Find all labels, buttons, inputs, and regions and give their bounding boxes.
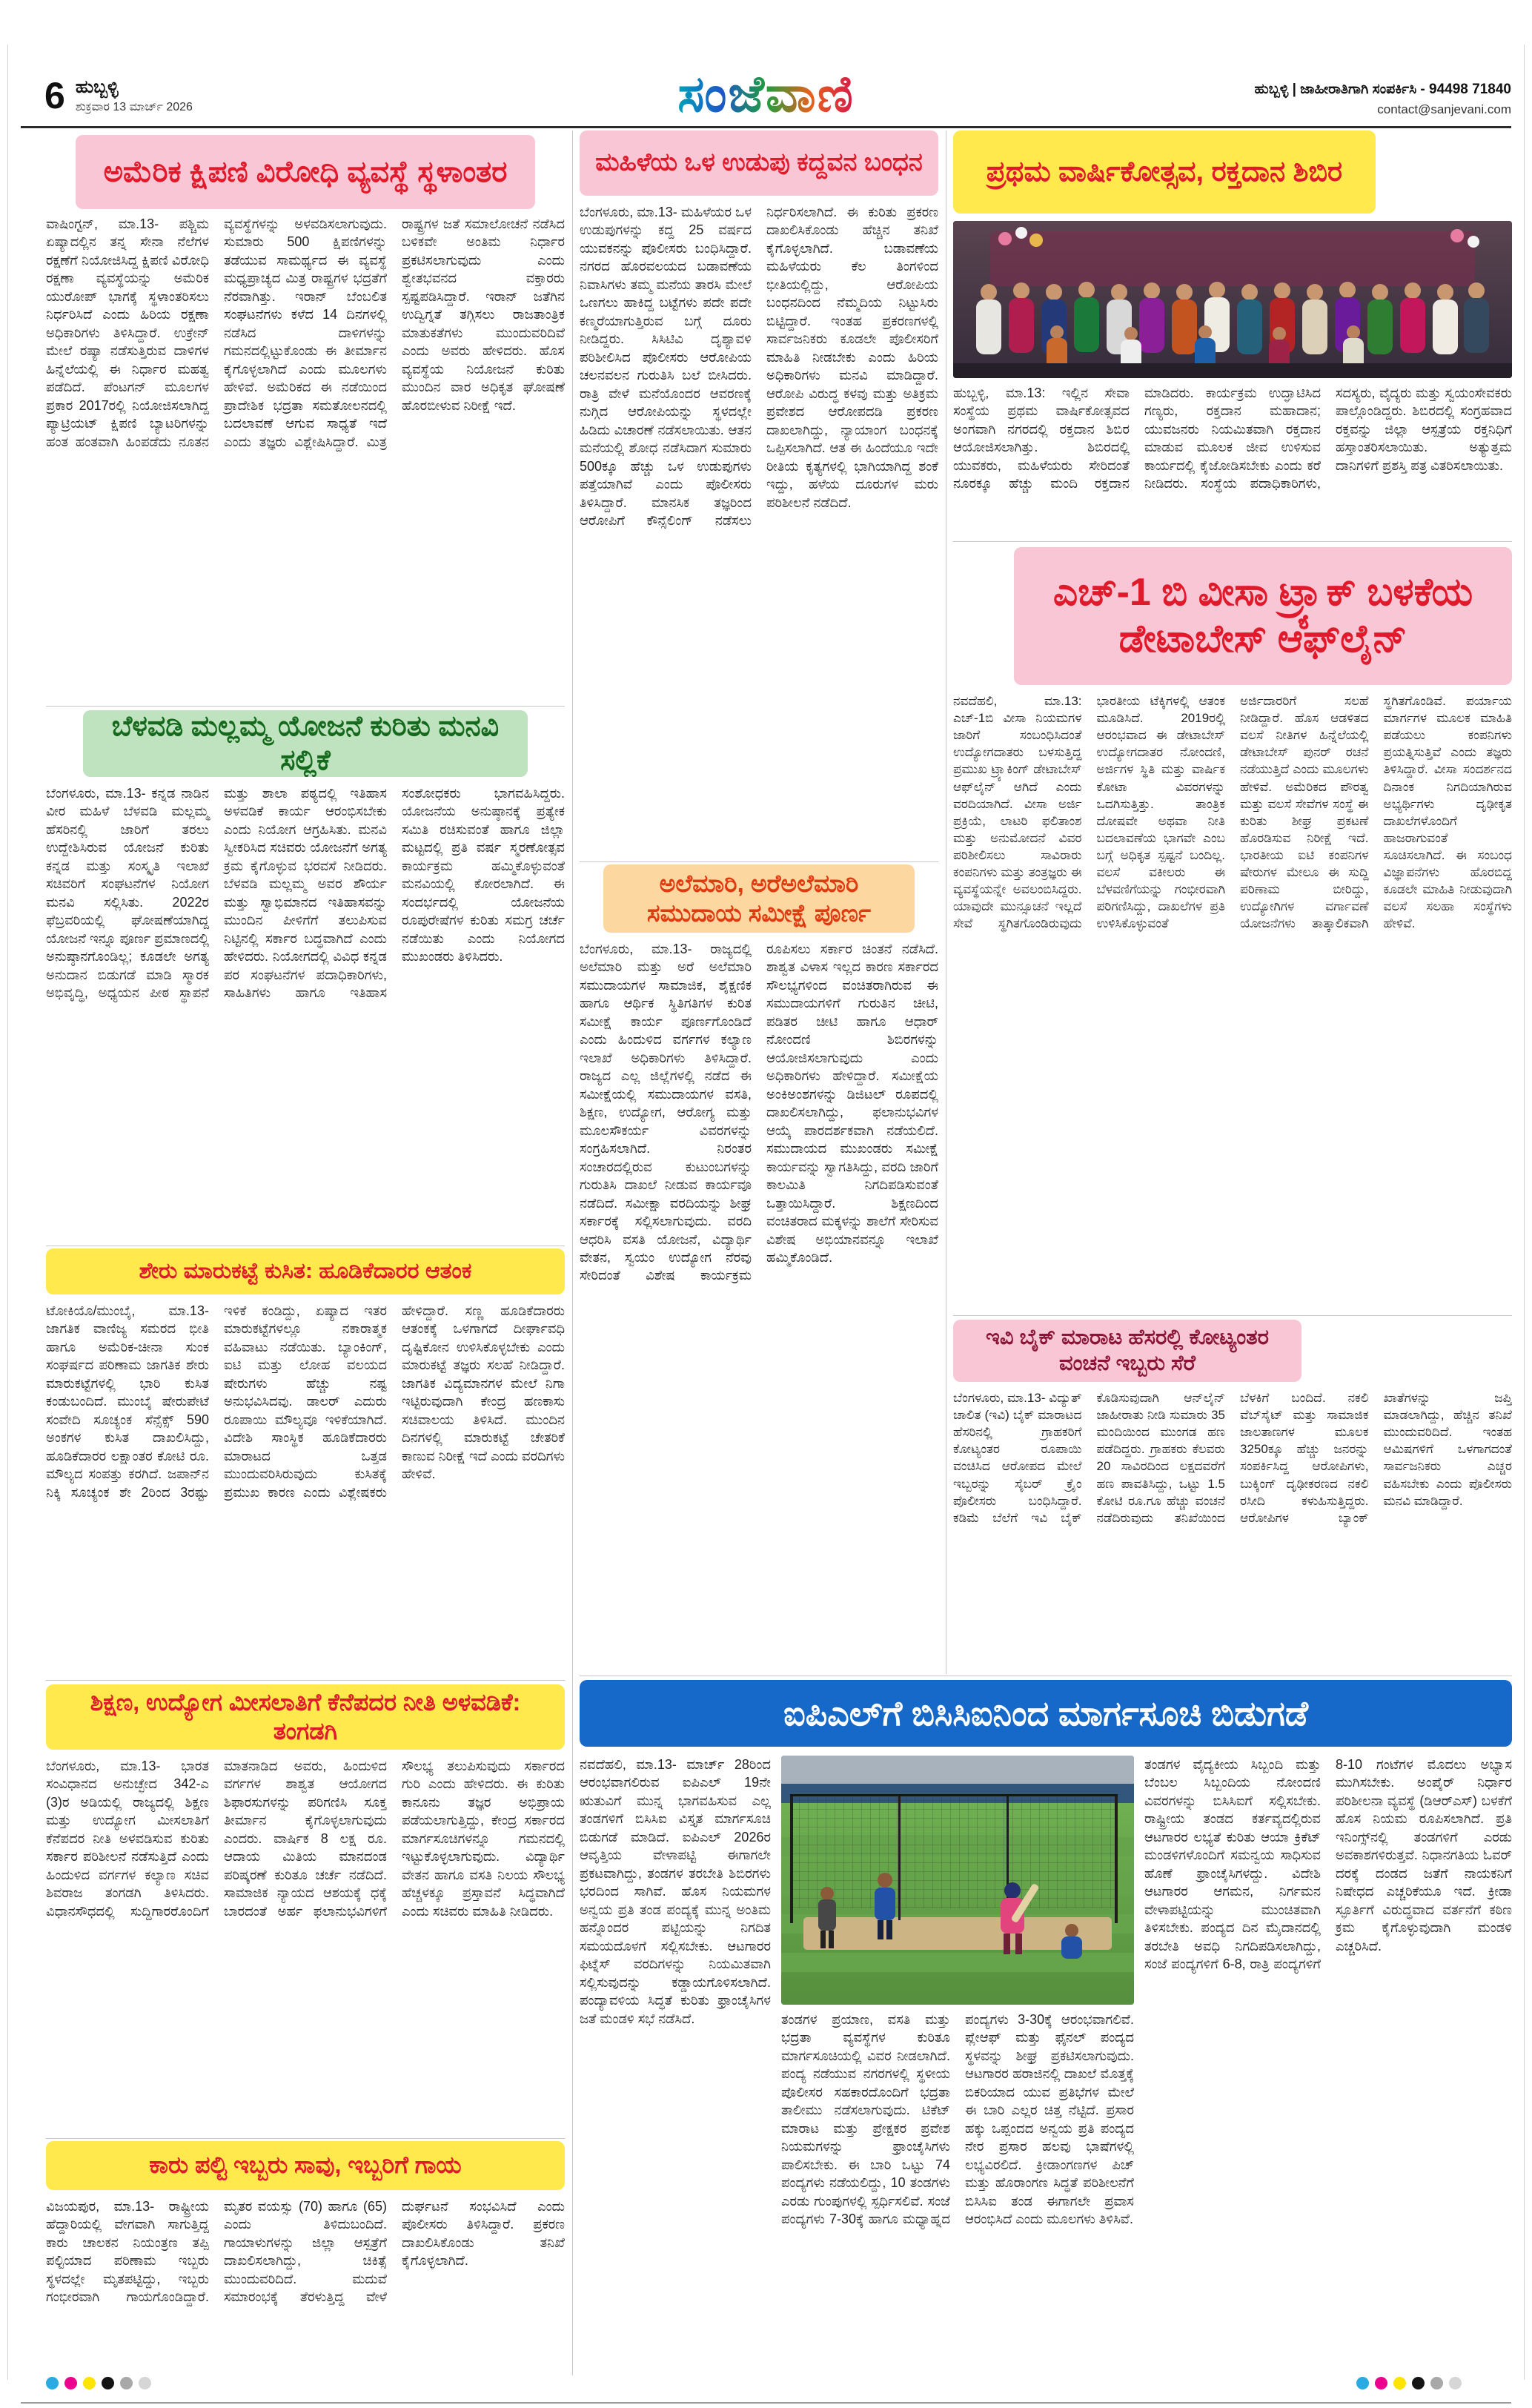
registration-marks-left	[46, 2377, 151, 2389]
article-body: ವಿಜಯಪುರ, ಮಾ.13- ರಾಷ್ಟ್ರೀಯ ಹೆದ್ದಾರಿಯಲ್ಲಿ ವೇಗವಾಗಿ ಸಾಗುತ್ತಿದ್ದ ಕಾರು ಚಾಲಕನ ನಿಯಂತ್ರಣ ತಪ್ಪಿ ಪಲ್ಟಿಯಾದ ಪರಿಣಾಮ ಇಬ್ಬರು ಸ್ಥಳದಲ್ಲೇ ಮೃತಪಟ್ಟಿದ್ದು, ಇಬ್ಬರು ಗಂಭೀರವಾಗಿ ಗಾಯಗೊಂಡಿದ್ದಾರೆ. ಮೃತರ ವಯಸ್ಸು (70) ಹಾಗೂ (65) ಎಂದು ತಿಳಿದುಬಂದಿದೆ. ಗಾಯಾಳುಗಳನ್ನು ಜಿಲ್ಲಾ ಆಸ್ಪತ್ರೆಗೆ ದಾಖಲಿಸಲಾಗಿದ್ದು, ಚಿಕಿತ್ಸೆ ಮುಂದುವರಿದಿದೆ. ಮದುವೆ ಸಮಾರಂಭಕ್ಕೆ ತೆರಳುತ್ತಿದ್ದ ವೇಳೆ ದುರ್ಘಟನೆ ಸಂಭವಿಸಿದೆ ಎಂದು ಪೊಲೀಸರು ತಿಳಿಸಿದ್ದಾರೆ. ಪ್ರಕರಣ ದಾಖಲಿಸಿಕೊಂಡು ತನಿಖೆ ಕೈಗೊಳ್ಳಲಾಗಿದೆ.	[46, 2199, 565, 2305]
article-headline: ಶೇರು ಮಾರುಕಟ್ಟೆ ಕುಸಿತ: ಹೂಡಿಕೆದಾರರ ಆತಂಕ	[46, 1248, 565, 1294]
article-creamy-layer	[46, 1684, 565, 2122]
light-gray-dot	[139, 2377, 151, 2389]
section-divider	[46, 2138, 565, 2139]
ipl-article-layout	[580, 1756, 1512, 2369]
article-headline: ಮಹಿಳೆಯ ಒಳ ಉಡುಪು ಕದ್ದವನ ಬಂಧನ	[580, 130, 938, 196]
article-body: ಬೆಂಗಳೂರು, ಮಾ.13- ಮಹಿಳೆಯರ ಒಳ ಉಡುಪುಗಳನ್ನು ಕದ್ದ 25 ವರ್ಷದ ಯುವಕನನ್ನು ಪೊಲೀಸರು ಬಂಧಿಸಿದ್ದಾರೆ. ನಗರದ ಹೊರವಲಯದ ಬಡಾವಣೆಯ ನಿವಾಸಿಗಳು ತಮ್ಮ ಮನೆಯ ತಾರಸಿ ಮೇಲೆ ಒಣಗಲು ಹಾಕಿದ್ದ ಬಟ್ಟೆಗಳು ಪದೇ ಪದೇ ಕಣ್ಮರೆಯಾಗುತ್ತಿರುವ ಬಗ್ಗೆ ದೂರು ನೀಡಿದ್ದರು. ಸಿಸಿಟಿವಿ ದೃಶ್ಯಾವಳಿ ಪರಿಶೀಲಿಸಿದ ಪೊಲೀಸರು ಆರೋಪಿಯ ಚಲನವಲನ ಗುರುತಿಸಿ ಬಲೆ ಬೀಸಿದರು. ರಾತ್ರಿ ವೇಳೆ ಮನೆಯೊಂದರ ಆವರಣಕ್ಕೆ ನುಗ್ಗಿದ ಆರೋಪಿಯನ್ನು ಸ್ಥಳದಲ್ಲೇ ಹಿಡಿದು ವಿಚಾರಣೆ ನಡೆಸಲಾಯಿತು. ಆತನ ಮನೆಯಲ್ಲಿ ಶೋಧ ನಡೆಸಿದಾಗ ಸುಮಾರು 500ಕ್ಕೂ ಹೆಚ್ಚು ಒಳ ಉಡುಪುಗಳು ಪತ್ತೆಯಾಗಿವೆ ಎಂದು ಪೊಲೀಸರು ತಿಳಿಸಿದ್ದಾರೆ. ಮಾನಸಿಕ ತಜ್ಞರಿಂದ ಆರೋಪಿಗೆ ಕೌನ್ಸೆಲಿಂಗ್ ನಡೆಸಲು ನಿರ್ಧರಿಸಲಾಗಿದೆ. ಈ ಕುರಿತು ಪ್ರಕರಣ ದಾಖಲಿಸಿಕೊಂಡು ಹೆಚ್ಚಿನ ತನಿಖೆ ಕೈಗೊಳ್ಳಲಾಗಿದೆ. ಬಡಾವಣೆಯ ಮಹಿಳೆಯರು ಕೆಲ ತಿಂಗಳಿಂದ ಭೀತಿಯಲ್ಲಿದ್ದು, ಆರೋಪಿಯ ಬಂಧನದಿಂದ ನೆಮ್ಮದಿಯ ನಿಟ್ಟುಸಿರು ಬಿಟ್ಟಿದ್ದಾರೆ. ಇಂತಹ ಪ್ರಕರಣಗಳಲ್ಲಿ ಸಾರ್ವಜನಿಕರು ಕೂಡಲೇ ಪೊಲೀಸರಿಗೆ ಮಾಹಿತಿ ನೀಡಬೇಕು ಎಂದು ಹಿರಿಯ ಅಧಿಕಾರಿಗಳು ಮನವಿ ಮಾಡಿದ್ದಾರೆ. ಆರೋಪಿ ವಿರುದ್ಧ ಕಳವು ಮತ್ತು ಅತಿಕ್ರಮ ಪ್ರವೇಶದ ಆರೋಪದಡಿ ಪ್ರಕರಣ ದಾಖಲಾಗಿದ್ದು, ನ್ಯಾಯಾಂಗ ಬಂಧನಕ್ಕೆ ಒಪ್ಪಿಸಲಾಗಿದೆ. ಆತ ಈ ಹಿಂದೆಯೂ ಇದೇ ರೀತಿಯ ಕೃತ್ಯಗಳಲ್ಲಿ ಭಾಗಿಯಾಗಿದ್ದ ಶಂಕೆ ಇದ್ದು, ಹಳೆಯ ದೂರುಗಳ ಮರು ಪರಿಶೀಲನೆ ನಡೆದಿದೆ.	[580, 205, 938, 528]
header-rule	[21, 126, 1511, 128]
section-divider	[46, 1680, 565, 1681]
edition-info	[44, 77, 193, 114]
gray-dot	[120, 2377, 133, 2389]
article-body: ಬೆಂಗಳೂರು, ಮಾ.13- ರಾಜ್ಯದಲ್ಲಿ ಅಲೆಮಾರಿ ಮತ್ತು ಅರೆ ಅಲೆಮಾರಿ ಸಮುದಾಯಗಳ ಸಾಮಾಜಿಕ, ಶೈಕ್ಷಣಿಕ ಹಾಗೂ ಆರ್ಥಿಕ ಸ್ಥಿತಿಗತಿಗಳ ಕುರಿತ ಸಮೀಕ್ಷೆ ಕಾರ್ಯ ಪೂರ್ಣಗೊಂಡಿದೆ ಎಂದು ಹಿಂದುಳಿದ ವರ್ಗಗಳ ಕಲ್ಯಾಣ ಇಲಾಖೆ ಅಧಿಕಾರಿಗಳು ತಿಳಿಸಿದ್ದಾರೆ. ರಾಜ್ಯದ ಎಲ್ಲ ಜಿಲ್ಲೆಗಳಲ್ಲಿ ನಡೆದ ಈ ಸಮೀಕ್ಷೆಯಲ್ಲಿ ಸಮುದಾಯಗಳ ವಸತಿ, ಶಿಕ್ಷಣ, ಉದ್ಯೋಗ, ಆರೋಗ್ಯ ಮತ್ತು ಮೂಲಸೌಕರ್ಯ ವಿವರಗಳನ್ನು ಸಂಗ್ರಹಿಸಲಾಗಿದೆ. ನಿರಂತರ ಸಂಚಾರದಲ್ಲಿರುವ ಕುಟುಂಬಗಳನ್ನು ಗುರುತಿಸಿ ದಾಖಲೆ ನೀಡುವ ಕಾರ್ಯವೂ ನಡೆದಿದೆ. ಸಮೀಕ್ಷಾ ವರದಿಯನ್ನು ಶೀಘ್ರ ಸರ್ಕಾರಕ್ಕೆ ಸಲ್ಲಿಸಲಾಗುವುದು. ವರದಿ ಆಧರಿಸಿ ವಸತಿ ಯೋಜನೆ, ವಿದ್ಯಾರ್ಥಿ ವೇತನ, ಸ್ವಯಂ ಉದ್ಯೋಗ ನೆರವು ಸೇರಿದಂತೆ ವಿಶೇಷ ಕಾರ್ಯಕ್ರಮ ರೂಪಿಸಲು ಸರ್ಕಾರ ಚಿಂತನೆ ನಡೆಸಿದೆ. ಶಾಶ್ವತ ವಿಳಾಸ ಇಲ್ಲದ ಕಾರಣ ಸರ್ಕಾರದ ಸೌಲಭ್ಯಗಳಿಂದ ವಂಚಿತರಾಗಿರುವ ಈ ಸಮುದಾಯಗಳಿಗೆ ಗುರುತಿನ ಚೀಟಿ, ಪಡಿತರ ಚೀಟಿ ಹಾಗೂ ಆಧಾರ್ ನೋಂದಣಿ ಶಿಬಿರಗಳನ್ನು ಆಯೋಜಿಸಲಾಗುವುದು ಎಂದು ಅಧಿಕಾರಿಗಳು ಹೇಳಿದ್ದಾರೆ. ಸಮೀಕ್ಷೆಯ ಅಂಕಿಅಂಶಗಳನ್ನು ಡಿಜಿಟಲ್ ರೂಪದಲ್ಲಿ ದಾಖಲಿಸಲಾಗಿದ್ದು, ಫಲಾನುಭವಿಗಳ ಆಯ್ಕೆ ಪಾರದರ್ಶಕವಾಗಿ ನಡೆಯಲಿದೆ. ಸಮುದಾಯದ ಮುಖಂಡರು ಸಮೀಕ್ಷೆ ಕಾರ್ಯವನ್ನು ಸ್ವಾಗತಿಸಿದ್ದು, ವರದಿ ಜಾರಿಗೆ ಕಾಲಮಿತಿ ನಿಗದಿಪಡಿಸುವಂತೆ ಒತ್ತಾಯಿಸಿದ್ದಾರೆ. ಶಿಕ್ಷಣದಿಂದ ವಂಚಿತರಾದ ಮಕ್ಕಳನ್ನು ಶಾಲೆಗೆ ಸೇರಿಸುವ ವಿಶೇಷ ಅಭಿಯಾನವನ್ನೂ ಇಲಾಖೆ ಹಮ್ಮಿಕೊಂಡಿದೆ.	[580, 942, 938, 1283]
article-ev-bike-fraud	[953, 1320, 1512, 1670]
edition-city: ಹುಬ್ಬಳ್ಳಿ	[75, 77, 119, 97]
black-dot	[1412, 2377, 1425, 2389]
page-number: 6	[44, 75, 65, 116]
bottom-rule	[21, 2402, 1511, 2404]
contact-email: contact@sanjevani.com	[1377, 102, 1511, 116]
article-underwear-theft	[580, 130, 938, 853]
cricket-photo-illustration	[781, 1756, 1134, 2005]
article-headline: ಪ್ರಥಮ ವಾರ್ಷಿಕೋತ್ಸವ, ರಕ್ತದಾನ ಶಿಬಿರ	[953, 130, 1376, 214]
registration-marks-right	[1356, 2377, 1462, 2389]
article-body: ಬೆಂಗಳೂರು, ಮಾ.13- ಕನ್ನಡ ನಾಡಿನ ವೀರ ಮಹಿಳೆ ಬೆಳವಡಿ ಮಲ್ಲಮ್ಮ ಹೆಸರಿನಲ್ಲಿ ಜಾರಿಗೆ ತರಲು ಉದ್ದೇಶಿಸಿರುವ ಯೋಜನೆ ಕುರಿತು ಕನ್ನಡ ಮತ್ತು ಸಂಸ್ಕೃತಿ ಇಲಾಖೆ ಸಚಿವರಿಗೆ ಸಂಘಟನೆಗಳ ನಿಯೋಗ ಮನವಿ ಸಲ್ಲಿಸಿತು. 2022ರ ಫೆಬ್ರವರಿಯಲ್ಲಿ ಘೋಷಣೆಯಾಗಿದ್ದ ಯೋಜನೆ ಇನ್ನೂ ಪೂರ್ಣ ಪ್ರಮಾಣದಲ್ಲಿ ಅನುಷ್ಠಾನಗೊಂಡಿಲ್ಲ; ಕೂಡಲೇ ಅಗತ್ಯ ಅನುದಾನ ಬಿಡುಗಡೆ ಮಾಡಿ ಸ್ಮಾರಕ ಅಭಿವೃದ್ಧಿ, ಅಧ್ಯಯನ ಪೀಠ ಸ್ಥಾಪನೆ ಮತ್ತು ಶಾಲಾ ಪಠ್ಯದಲ್ಲಿ ಇತಿಹಾಸ ಅಳವಡಿಕೆ ಕಾರ್ಯ ಆರಂಭಿಸಬೇಕು ಎಂದು ನಿಯೋಗ ಆಗ್ರಹಿಸಿತು. ಮನವಿ ಸ್ವೀಕರಿಸಿದ ಸಚಿವರು ಯೋಜನೆಗೆ ಅಗತ್ಯ ಕ್ರಮ ಕೈಗೊಳ್ಳುವ ಭರವಸೆ ನೀಡಿದರು. ಬೆಳವಡಿ ಮಲ್ಲಮ್ಮ ಅವರ ಶೌರ್ಯ ಮತ್ತು ಸ್ವಾಭಿಮಾನದ ಇತಿಹಾಸವನ್ನು ಮುಂದಿನ ಪೀಳಿಗೆಗೆ ತಲುಪಿಸುವ ನಿಟ್ಟಿನಲ್ಲಿ ಸರ್ಕಾರ ಬದ್ಧವಾಗಿದೆ ಎಂದು ಹೇಳಿದರು. ನಿಯೋಗದಲ್ಲಿ ವಿವಿಧ ಕನ್ನಡ ಪರ ಸಂಘಟನೆಗಳ ಪದಾಧಿಕಾರಿಗಳು, ಸಾಹಿತಿಗಳು ಹಾಗೂ ಇತಿಹಾಸ ಸಂಶೋಧಕರು ಭಾಗವಹಿಸಿದ್ದರು. ಯೋಜನೆಯ ಅನುಷ್ಠಾನಕ್ಕೆ ಪ್ರತ್ಯೇಕ ಸಮಿತಿ ರಚಿಸುವಂತೆ ಹಾಗೂ ಜಿಲ್ಲಾ ಮಟ್ಟದಲ್ಲಿ ಪ್ರತಿ ವರ್ಷ ಸ್ಮರಣೋತ್ಸವ ಕಾರ್ಯಕ್ರಮ ಹಮ್ಮಿಕೊಳ್ಳುವಂತೆ ಮನವಿಯಲ್ಲಿ ಕೋರಲಾಗಿದೆ. ಈ ಸಂದರ್ಭದಲ್ಲಿ ಯೋಜನೆಯ ರೂಪುರೇಷೆಗಳ ಕುರಿತು ಸಮಗ್ರ ಚರ್ಚೆ ನಡೆಯಿತು ಎಂದು ನಿಯೋಗದ ಮುಖಂಡರು ತಿಳಿಸಿದರು.	[46, 786, 565, 1001]
article-headline: ಐಪಿಎಲ್‌ಗೆ ಬಿಸಿಸಿಐನಿಂದ ಮಾರ್ಗಸೂಚಿ ಬಿಡುಗಡೆ	[580, 1680, 1512, 1747]
article-headline: ಎಚ್-1 ಬಿ ವೀಸಾ ಟ್ರ್ಯಾಕ್ ಬಳಕೆಯ ಡೇಟಾಬೇಸ್ ಆಫ್‌ಲೈನ್	[1014, 547, 1512, 685]
article-h1b-visa	[953, 547, 1512, 1303]
advertising-contact: ಹುಬ್ಬಳ್ಳಿ | ಜಾಹೀರಾತಿಗಾಗಿ ಸಂಪರ್ಕಿಸಿ - 94498 71840	[1254, 82, 1511, 97]
yellow-dot	[1393, 2377, 1406, 2389]
article-body: ವಾಷಿಂಗ್ಟನ್, ಮಾ.13- ಪಶ್ಚಿಮ ಏಷ್ಯಾದಲ್ಲಿನ ತನ್ನ ಸೇನಾ ನೆಲೆಗಳ ರಕ್ಷಣೆಗೆ ನಿಯೋಜಿಸಿದ್ದ ಕ್ಷಿಪಣಿ ವಿರೋಧಿ ರಕ್ಷಣಾ ವ್ಯವಸ್ಥೆಯನ್ನು ಅಮೆರಿಕ ಯುರೋಪ್ ಭಾಗಕ್ಕೆ ಸ್ಥಳಾಂತರಿಸಲು ನಿರ್ಧರಿಸಿದೆ ಎಂದು ಹಿರಿಯ ರಕ್ಷಣಾ ಅಧಿಕಾರಿಗಳು ತಿಳಿಸಿದ್ದಾರೆ. ಉಕ್ರೇನ್ ಮೇಲೆ ರಷ್ಯಾ ನಡೆಸುತ್ತಿರುವ ದಾಳಿಗಳ ಹಿನ್ನೆಲೆಯಲ್ಲಿ ಈ ನಿರ್ಧಾರ ಮಹತ್ವ ಪಡೆದಿದೆ. ಪೆಂಟಗನ್ ಮೂಲಗಳ ಪ್ರಕಾರ 2017ರಲ್ಲಿ ನಿಯೋಜಿಸಲಾಗಿದ್ದ ಪ್ಯಾಟ್ರಿಯಟ್ ಕ್ಷಿಪಣಿ ಬ್ಯಾಟರಿಗಳನ್ನು ಹಂತ ಹಂತವಾಗಿ ಹಿಂಪಡೆದು ನೂತನ ವ್ಯವಸ್ಥೆಗಳನ್ನು ಅಳವಡಿಸಲಾಗುವುದು. ಸುಮಾರು 500 ಕ್ಷಿಪಣಿಗಳನ್ನು ತಡೆಯುವ ಸಾಮರ್ಥ್ಯದ ಈ ವ್ಯವಸ್ಥೆ ಮಧ್ಯಪ್ರಾಚ್ಯದ ಮಿತ್ರ ರಾಷ್ಟ್ರಗಳ ಭದ್ರತೆಗೆ ನೆರವಾಗಿತ್ತು. ಇರಾನ್ ಬೆಂಬಲಿತ ಸಂಘಟನೆಗಳು ಕಳೆದ 14 ದಿನಗಳಲ್ಲಿ ನಡೆಸಿದ ದಾಳಿಗಳನ್ನು ಗಮನದಲ್ಲಿಟ್ಟುಕೊಂಡು ಈ ತೀರ್ಮಾನ ಕೈಗೊಳ್ಳಲಾಗಿದೆ ಎಂದು ಮೂಲಗಳು ಹೇಳಿವೆ. ಅಮೆರಿಕದ ಈ ನಡೆಯಿಂದ ಪ್ರಾದೇಶಿಕ ಭದ್ರತಾ ಸಮತೋಲನದಲ್ಲಿ ಬದಲಾವಣೆ ಆಗುವ ಸಾಧ್ಯತೆ ಇದೆ ಎಂದು ತಜ್ಞರು ವಿಶ್ಲೇಷಿಸಿದ್ದಾರೆ. ಮಿತ್ರ ರಾಷ್ಟ್ರಗಳ ಜತೆ ಸಮಾಲೋಚನೆ ನಡೆಸಿದ ಬಳಿಕವೇ ಅಂತಿಮ ನಿರ್ಧಾರ ಪ್ರಕಟಿಸಲಾಗುವುದು ಎಂದು ಶ್ವೇತಭವನದ ವಕ್ತಾರರು ಸ್ಪಷ್ಟಪಡಿಸಿದ್ದಾರೆ. ಇರಾನ್ ಜತೆಗಿನ ಉದ್ವಿಗ್ನತೆ ತಗ್ಗಿಸಲು ರಾಜತಾಂತ್ರಿಕ ಮಾತುಕತೆಗಳು ಮುಂದುವರಿದಿವೆ ಎಂದು ಅವರು ಹೇಳಿದರು. ಹೊಸ ವ್ಯವಸ್ಥೆಯ ನಿಯೋಜನೆ ಕುರಿತು ಮುಂದಿನ ವಾರ ಅಧಿಕೃತ ಘೋಷಣೆ ಹೊರಬೀಳುವ ನಿರೀಕ್ಷೆ ಇದೆ.	[46, 216, 565, 449]
blood-donation-group-photo	[953, 221, 1512, 378]
column-divider	[572, 130, 573, 2375]
magenta-dot	[1375, 2377, 1387, 2389]
magenta-dot	[64, 2377, 77, 2389]
article-headline: ಅಮೆರಿಕ ಕ್ಷಿಪಣಿ ವಿರೋಧಿ ವ್ಯವಸ್ಥೆ ಸ್ಥಳಾಂತರ	[76, 135, 535, 209]
black-dot	[102, 2377, 114, 2389]
ipl-center-column	[781, 1756, 1134, 2369]
gray-dot	[1430, 2377, 1443, 2389]
masthead-logo: ಸಂಜೆವಾಣಿ	[677, 65, 854, 125]
article-car-accident	[46, 2141, 565, 2365]
cyan-dot	[1356, 2377, 1369, 2389]
cricket-practice-photo	[781, 1756, 1134, 2005]
article-headline: ಶಿಕ್ಷಣ, ಉದ್ಯೋಗ ಮೀಸಲಾತಿಗೆ ಕೆನೆಪದರ ನೀತಿ ಅಳವಡಿಕೆ: ತಂಗಡಗಿ	[46, 1684, 565, 1750]
article-headline: ಇವಿ ಬೈಕ್ ಮಾರಾಟ ಹೆಸರಲ್ಲಿ ಕೋಟ್ಯಂತರ ವಂಚನೆ ಇಬ್ಬರು ಸೆರೆ	[953, 1320, 1301, 1382]
article-body-right: ತಂಡಗಳ ವೈದ್ಯಕೀಯ ಸಿಬ್ಬಂದಿ ಮತ್ತು ಬೆಂಬಲ ಸಿಬ್ಬಂದಿಯ ನೋಂದಣಿ ವಿವರಗಳನ್ನು ಬಿಸಿಸಿಐಗೆ ಸಲ್ಲಿಸಬೇಕು. ರಾಷ್ಟ್ರೀಯ ತಂಡದ ಕರ್ತವ್ಯದಲ್ಲಿರುವ ಆಟಗಾರರ ಲಭ್ಯತೆ ಕುರಿತು ಆಯಾ ಕ್ರಿಕೆಟ್ ಮಂಡಳಿಗಳೊಂದಿಗೆ ಸಮನ್ವಯ ಸಾಧಿಸುವ ಹೊಣೆ ಫ್ರಾಂಚೈಸಿಗಳದ್ದು. ವಿದೇಶಿ ಆಟಗಾರರ ಆಗಮನ, ನಿರ್ಗಮನ ವೇಳಾಪಟ್ಟಿಯನ್ನು ಮುಂಚಿತವಾಗಿ ತಿಳಿಸಬೇಕು. ಪಂದ್ಯದ ದಿನ ಮೈದಾನದಲ್ಲಿ ತರಬೇತಿ ಅವಧಿ ನಿಗದಿಪಡಿಸಲಾಗಿದ್ದು, ಸಂಜೆ ಪಂದ್ಯಗಳಿಗೆ 6-8, ರಾತ್ರಿ ಪಂದ್ಯಗಳಿಗೆ 8-10 ಗಂಟೆಗಳ ಮೊದಲು ಅಭ್ಯಾಸ ಮುಗಿಸಬೇಕು. ಅಂಪೈರ್ ನಿರ್ಧಾರ ಪರಿಶೀಲನಾ ವ್ಯವಸ್ಥೆ (ಡಿಆರ್‌ಎಸ್) ಬಳಕೆಗೆ ಹೊಸ ನಿಯಮ ರೂಪಿಸಲಾಗಿದೆ. ಪ್ರತಿ ಇನಿಂಗ್ಸ್‌ನಲ್ಲಿ ತಂಡಗಳಿಗೆ ಎರಡು ಅವಕಾಶಗಳಿರುತ್ತವೆ. ನಿಧಾನಗತಿಯ ಓವರ್ ದರಕ್ಕೆ ದಂಡದ ಜತೆಗೆ ನಾಯಕನಿಗೆ ನಿಷೇಧದ ಎಚ್ಚರಿಕೆಯೂ ಇದೆ. ಕ್ರೀಡಾ ಸ್ಫೂರ್ತಿಗೆ ವಿರುದ್ಧವಾದ ವರ್ತನೆಗೆ ಕಠಿಣ ಕ್ರಮ ಕೈಗೊಳ್ಳುವುದಾಗಿ ಮಂಡಳಿ ಎಚ್ಚರಿಸಿದೆ.	[1144, 1757, 1512, 1972]
right-trim-line	[1524, 44, 1525, 2380]
article-mallamma-scheme	[46, 710, 565, 1229]
article-body: ಹುಬ್ಬಳ್ಳಿ, ಮಾ.13: ಇಲ್ಲಿನ ಸೇವಾ ಸಂಸ್ಥೆಯ ಪ್ರಥಮ ವಾರ್ಷಿಕೋತ್ಸವದ ಅಂಗವಾಗಿ ನಗರದಲ್ಲಿ ರಕ್ತದಾನ ಶಿಬಿರ ಆಯೋಜಿಸಲಾಗಿತ್ತು. ಶಿಬಿರದಲ್ಲಿ ಯುವಕರು, ಮಹಿಳೆಯರು ಸೇರಿದಂತೆ ನೂರಕ್ಕೂ ಹೆಚ್ಚು ಮಂದಿ ರಕ್ತದಾನ ಮಾಡಿದರು. ಕಾರ್ಯಕ್ರಮ ಉದ್ಘಾಟಿಸಿದ ಗಣ್ಯರು, ರಕ್ತದಾನ ಮಹಾದಾನ; ಯುವಜನರು ನಿಯಮಿತವಾಗಿ ರಕ್ತದಾನ ಮಾಡುವ ಮೂಲಕ ಜೀವ ಉಳಿಸುವ ಕಾರ್ಯದಲ್ಲಿ ಕೈಜೋಡಿಸಬೇಕು ಎಂದು ಕರೆ ನೀಡಿದರು. ಸಂಸ್ಥೆಯ ಪದಾಧಿಕಾರಿಗಳು, ಸದಸ್ಯರು, ವೈದ್ಯರು ಮತ್ತು ಸ್ವಯಂಸೇವಕರು ಪಾಲ್ಗೊಂಡಿದ್ದರು. ಶಿಬಿರದಲ್ಲಿ ಸಂಗ್ರಹವಾದ ರಕ್ತವನ್ನು ಜಿಲ್ಲಾ ಆಸ್ಪತ್ರೆಯ ರಕ್ತನಿಧಿಗೆ ಹಸ್ತಾಂತರಿಸಲಾಯಿತು. ಅತ್ಯುತ್ತಮ ದಾನಿಗಳಿಗೆ ಪ್ರಶಸ್ತಿ ಪತ್ರ ವಿತರಿಸಲಾಯಿತು.	[953, 386, 1512, 492]
section-divider	[953, 1315, 1512, 1316]
article-body: ಬೆಂಗಳೂರು, ಮಾ.13- ವಿದ್ಯುತ್ ಚಾಲಿತ (ಇವಿ) ಬೈಕ್ ಮಾರಾಟದ ಹೆಸರಿನಲ್ಲಿ ಗ್ರಾಹಕರಿಗೆ ಕೋಟ್ಯಂತರ ರೂಪಾಯಿ ವಂಚಿಸಿದ ಆರೋಪದ ಮೇಲೆ ಇಬ್ಬರನ್ನು ಸೈಬರ್ ಕ್ರೈಂ ಪೊಲೀಸರು ಬಂಧಿಸಿದ್ದಾರೆ. ಕಡಿಮೆ ಬೆಲೆಗೆ ಇವಿ ಬೈಕ್ ಕೊಡಿಸುವುದಾಗಿ ಆನ್‌ಲೈನ್ ಜಾಹೀರಾತು ನೀಡಿ ಸುಮಾರು 35 ಮಂದಿಯಿಂದ ಮುಂಗಡ ಹಣ ಪಡೆದಿದ್ದರು. ಗ್ರಾಹಕರು ಕೆಲವರು 20 ಸಾವಿರದಿಂದ ಲಕ್ಷದವರೆಗೆ ಹಣ ಪಾವತಿಸಿದ್ದು, ಒಟ್ಟು 1.5 ಕೋಟಿ ರೂ.ಗೂ ಹೆಚ್ಚು ವಂಚನೆ ನಡೆದಿರುವುದು ತನಿಖೆಯಿಂದ ಬೆಳಕಿಗೆ ಬಂದಿದೆ. ನಕಲಿ ವೆಬ್‌ಸೈಟ್ ಮತ್ತು ಸಾಮಾಜಿಕ ಜಾಲತಾಣಗಳ ಮೂಲಕ 3250ಕ್ಕೂ ಹೆಚ್ಚು ಜನರನ್ನು ಸಂಪರ್ಕಿಸಿದ್ದ ಆರೋಪಿಗಳು, ಬುಕ್ಕಿಂಗ್ ದೃಢೀಕರಣದ ನಕಲಿ ರಸೀದಿ ಕಳುಹಿಸುತ್ತಿದ್ದರು. ಆರೋಪಿಗಳ ಬ್ಯಾಂಕ್ ಖಾತೆಗಳನ್ನು ಜಪ್ತಿ ಮಾಡಲಾಗಿದ್ದು, ಹೆಚ್ಚಿನ ತನಿಖೆ ಮುಂದುವರಿದಿದೆ. ಇಂತಹ ಆಮಿಷಗಳಿಗೆ ಒಳಗಾಗದಂತೆ ಸಾರ್ವಜನಿಕರು ಎಚ್ಚರ ವಹಿಸಬೇಕು ಎಂದು ಪೊಲೀಸರು ಮನವಿ ಮಾಡಿದ್ದಾರೆ.	[953, 1391, 1512, 1525]
article-stock-market	[46, 1248, 565, 1662]
article-body: ಟೋಕಿಯೊ/ಮುಂಬೈ, ಮಾ.13- ಜಾಗತಿಕ ವಾಣಿಜ್ಯ ಸಮರದ ಭೀತಿ ಹಾಗೂ ಅಮೆರಿಕ-ಚೀನಾ ಸುಂಕ ಸಂಘರ್ಷದ ಪರಿಣಾಮ ಜಾಗತಿಕ ಶೇರು ಮಾರುಕಟ್ಟೆಗಳಲ್ಲಿ ಭಾರಿ ಕುಸಿತ ಕಂಡುಬಂದಿದೆ. ಮುಂಬೈ ಷೇರುಪೇಟೆ ಸಂವೇದಿ ಸೂಚ್ಯಂಕ ಸೆನ್ಸೆಕ್ಸ್ 590 ಅಂಕಗಳ ಕುಸಿತ ದಾಖಲಿಸಿದ್ದು, ಹೂಡಿಕೆದಾರರ ಲಕ್ಷಾಂತರ ಕೋಟಿ ರೂ. ಮೌಲ್ಯದ ಸಂಪತ್ತು ಕರಗಿದೆ. ಜಪಾನ್‌ನ ನಿಕ್ಕಿ ಸೂಚ್ಯಂಕ ಶೇ 2ರಿಂದ 3ರಷ್ಟು ಇಳಿಕೆ ಕಂಡಿದ್ದು, ಏಷ್ಯಾದ ಇತರ ಮಾರುಕಟ್ಟೆಗಳಲ್ಲೂ ನಕಾರಾತ್ಮಕ ವಹಿವಾಟು ನಡೆಯಿತು. ಬ್ಯಾಂಕಿಂಗ್, ಐಟಿ ಮತ್ತು ಲೋಹ ವಲಯದ ಷೇರುಗಳು ಹೆಚ್ಚು ನಷ್ಟ ಅನುಭವಿಸಿದವು. ಡಾಲರ್ ಎದುರು ರೂಪಾಯಿ ಮೌಲ್ಯವೂ ಇಳಿಕೆಯಾಗಿದೆ. ವಿದೇಶಿ ಸಾಂಸ್ಥಿಕ ಹೂಡಿಕೆದಾರರು ಮಾರಾಟದ ಒತ್ತಡ ಮುಂದುವರಿಸಿರುವುದು ಕುಸಿತಕ್ಕೆ ಪ್ರಮುಖ ಕಾರಣ ಎಂದು ವಿಶ್ಲೇಷಕರು ಹೇಳಿದ್ದಾರೆ. ಸಣ್ಣ ಹೂಡಿಕೆದಾರರು ಆತಂಕಕ್ಕೆ ಒಳಗಾಗದೆ ದೀರ್ಘಾವಧಿ ದೃಷ್ಟಿಕೋನ ಉಳಿಸಿಕೊಳ್ಳಬೇಕು ಎಂದು ಮಾರುಕಟ್ಟೆ ತಜ್ಞರು ಸಲಹೆ ನೀಡಿದ್ದಾರೆ. ಜಾಗತಿಕ ವಿದ್ಯಮಾನಗಳ ಮೇಲೆ ನಿಗಾ ಇಟ್ಟಿರುವುದಾಗಿ ಕೇಂದ್ರ ಹಣಕಾಸು ಸಚಿವಾಲಯ ತಿಳಿಸಿದೆ. ಮುಂದಿನ ದಿನಗಳಲ್ಲಿ ಮಾರುಕಟ್ಟೆ ಚೇತರಿಕೆ ಕಾಣುವ ನಿರೀಕ್ಷೆ ಇದೆ ಎಂದು ವರದಿಗಳು ಹೇಳಿವೆ.	[46, 1303, 565, 1500]
light-gray-dot	[1449, 2377, 1462, 2389]
section-divider	[580, 861, 938, 862]
article-nomadic-survey	[580, 864, 938, 1661]
edition-city-date	[76, 77, 193, 114]
edition-date: ಶುಕ್ರವಾರ 13 ಮಾರ್ಚ್ 2026	[75, 101, 193, 113]
section-divider	[46, 706, 565, 707]
article-body: ನವದೆಹಲಿ, ಮಾ.13: ಎಚ್-1ಬಿ ವೀಸಾ ನಿಯಮಗಳ ಜಾರಿಗೆ ಸಂಬಂಧಿಸಿದಂತೆ ಉದ್ಯೋಗದಾತರು ಬಳಸುತ್ತಿದ್ದ ಪ್ರಮುಖ ಟ್ರ್ಯಾಕಿಂಗ್ ಡೇಟಾಬೇಸ್ ಆಫ್‌ಲೈನ್ ಆಗಿದೆ ಎಂದು ವರದಿಯಾಗಿದೆ. ವೀಸಾ ಅರ್ಜಿ ಪ್ರಕ್ರಿಯೆ, ಲಾಟರಿ ಫಲಿತಾಂಶ ಮತ್ತು ಅನುಮೋದನೆ ವಿವರ ಪರಿಶೀಲಿಸಲು ಸಾವಿರಾರು ಕಂಪನಿಗಳು ಮತ್ತು ತಂತ್ರಜ್ಞರು ಈ ವ್ಯವಸ್ಥೆಯನ್ನೇ ಅವಲಂಬಿಸಿದ್ದರು. ಯಾವುದೇ ಮುನ್ಸೂಚನೆ ಇಲ್ಲದೆ ಸೇವೆ ಸ್ಥಗಿತಗೊಂಡಿರುವುದು ಭಾರತೀಯ ಟೆಕ್ಕಿಗಳಲ್ಲಿ ಆತಂಕ ಮೂಡಿಸಿದೆ. 2019ರಲ್ಲಿ ಆರಂಭವಾದ ಈ ಡೇಟಾಬೇಸ್ ಉದ್ಯೋಗದಾತರ ನೋಂದಣಿ, ಅರ್ಜಿಗಳ ಸ್ಥಿತಿ ಮತ್ತು ವಾರ್ಷಿಕ ಕೋಟಾ ವಿವರಗಳನ್ನು ಒದಗಿಸುತ್ತಿತ್ತು. ತಾಂತ್ರಿಕ ದೋಷವೇ ಅಥವಾ ನೀತಿ ಬದಲಾವಣೆಯ ಭಾಗವೇ ಎಂಬ ಬಗ್ಗೆ ಅಧಿಕೃತ ಸ್ಪಷ್ಟನೆ ಬಂದಿಲ್ಲ. ವಲಸೆ ವಕೀಲರು ಈ ಬೆಳವಣಿಗೆಯನ್ನು ಗಂಭೀರವಾಗಿ ಪರಿಗಣಿಸಿದ್ದು, ದಾಖಲೆಗಳ ಪ್ರತಿ ಉಳಿಸಿಕೊಳ್ಳುವಂತೆ ಅರ್ಜಿದಾರರಿಗೆ ಸಲಹೆ ನೀಡಿದ್ದಾರೆ. ಹೊಸ ಆಡಳಿತದ ವಲಸೆ ನೀತಿಗಳ ಹಿನ್ನೆಲೆಯಲ್ಲಿ ಡೇಟಾಬೇಸ್ ಪುನರ್ ರಚನೆ ನಡೆಯುತ್ತಿದೆ ಎಂದು ಮೂಲಗಳು ಹೇಳಿವೆ. ಅಮೆರಿಕದ ಪೌರತ್ವ ಮತ್ತು ವಲಸೆ ಸೇವೆಗಳ ಸಂಸ್ಥೆ ಈ ಕುರಿತು ಶೀಘ್ರ ಪ್ರಕಟಣೆ ಹೊರಡಿಸುವ ನಿರೀಕ್ಷೆ ಇದೆ. ಭಾರತೀಯ ಐಟಿ ಕಂಪನಿಗಳ ಷೇರುಗಳ ಮೇಲೂ ಈ ಸುದ್ದಿ ಪರಿಣಾಮ ಬೀರಿದ್ದು, ಉದ್ಯೋಗಿಗಳ ವರ್ಗಾವಣೆ ಯೋಜನೆಗಳು ತಾತ್ಕಾಲಿಕವಾಗಿ ಸ್ಥಗಿತಗೊಂಡಿವೆ. ಪರ್ಯಾಯ ಮಾರ್ಗಗಳ ಮೂಲಕ ಮಾಹಿತಿ ಪಡೆಯಲು ಕಂಪನಿಗಳು ಪ್ರಯತ್ನಿಸುತ್ತಿವೆ ಎಂದು ತಜ್ಞರು ತಿಳಿಸಿದ್ದಾರೆ. ವೀಸಾ ಸಂದರ್ಶನದ ದಿನಾಂಕ ನಿಗದಿಯಾಗಿರುವ ಅಭ್ಯರ್ಥಿಗಳು ದೃಢೀಕೃತ ದಾಖಲೆಗಳೊಂದಿಗೆ ಹಾಜರಾಗುವಂತೆ ಸೂಚಿಸಲಾಗಿದೆ. ಈ ಸಂಬಂಧ ವಿಜ್ಞಾಪನೆಗಳು ಹೊರಬಿದ್ದ ಕೂಡಲೇ ಮಾಹಿತಿ ನೀಡುವುದಾಗಿ ವಲಸೆ ಸಲಹಾ ಸಂಸ್ಥೆಗಳು ಹೇಳಿವೆ.	[953, 694, 1512, 931]
cyan-dot	[46, 2377, 59, 2389]
article-headline: ಅಲೆಮಾರಿ, ಅರೆಅಲೆಮಾರಿ ಸಮುದಾಯ ಸಮೀಕ್ಷೆ ಪೂರ್ಣ	[603, 864, 915, 933]
article-blood-donation	[953, 130, 1512, 529]
article-body: ಬೆಂಗಳೂರು, ಮಾ.13- ಭಾರತ ಸಂವಿಧಾನದ ಅನುಚ್ಛೇದ 342-ಎ (3)ರ ಅಡಿಯಲ್ಲಿ ರಾಜ್ಯದಲ್ಲಿ ಶಿಕ್ಷಣ ಮತ್ತು ಉದ್ಯೋಗ ಮೀಸಲಾತಿಗೆ ಕೆನೆಪದರ ನೀತಿ ಅಳವಡಿಸುವ ಕುರಿತು ಸರ್ಕಾರ ಪರಿಶೀಲನೆ ನಡೆಸುತ್ತಿದೆ ಎಂದು ಹಿಂದುಳಿದ ವರ್ಗಗಳ ಕಲ್ಯಾಣ ಸಚಿವ ಶಿವರಾಜ ತಂಗಡಗಿ ತಿಳಿಸಿದರು. ವಿಧಾನಸೌಧದಲ್ಲಿ ಸುದ್ದಿಗಾರರೊಂದಿಗೆ ಮಾತನಾಡಿದ ಅವರು, ಹಿಂದುಳಿದ ವರ್ಗಗಳ ಶಾಶ್ವತ ಆಯೋಗದ ಶಿಫಾರಸುಗಳನ್ನು ಪರಿಗಣಿಸಿ ಸೂಕ್ತ ತೀರ್ಮಾನ ಕೈಗೊಳ್ಳಲಾಗುವುದು ಎಂದರು. ವಾರ್ಷಿಕ 8 ಲಕ್ಷ ರೂ. ಆದಾಯ ಮಿತಿಯ ಮಾನದಂಡ ಪರಿಷ್ಕರಣೆ ಕುರಿತೂ ಚರ್ಚೆ ನಡೆದಿದೆ. ಸಾಮಾಜಿಕ ನ್ಯಾಯದ ಆಶಯಕ್ಕೆ ಧಕ್ಕೆ ಬಾರದಂತೆ ಅರ್ಹ ಫಲಾನುಭವಿಗಳಿಗೆ ಸೌಲಭ್ಯ ತಲುಪಿಸುವುದು ಸರ್ಕಾರದ ಗುರಿ ಎಂದು ಹೇಳಿದರು. ಈ ಕುರಿತು ಕಾನೂನು ತಜ್ಞರ ಅಭಿಪ್ರಾಯ ಪಡೆಯಲಾಗುತ್ತಿದ್ದು, ಕೇಂದ್ರ ಸರ್ಕಾರದ ಮಾರ್ಗಸೂಚಿಗಳನ್ನೂ ಗಮನದಲ್ಲಿ ಇಟ್ಟುಕೊಳ್ಳಲಾಗುವುದು. ವಿದ್ಯಾರ್ಥಿ ವೇತನ ಹಾಗೂ ವಸತಿ ನಿಲಯ ಸೌಲಭ್ಯ ಹೆಚ್ಚಳಕ್ಕೂ ಪ್ರಸ್ತಾವನೆ ಸಿದ್ಧವಾಗಿದೆ ಎಂದು ಸಚಿವರು ಮಾಹಿತಿ ನೀಡಿದರು.	[46, 1759, 565, 1919]
article-ipl-guidelines	[580, 1680, 1512, 2369]
group-photo-illustration	[953, 221, 1512, 378]
article-body-left: ನವದೆಹಲಿ, ಮಾ.13- ಮಾರ್ಚ್ 28ರಿಂದ ಆರಂಭವಾಗಲಿರುವ ಐಪಿಎಲ್ 19ನೇ ಋತುವಿಗೆ ಮುನ್ನ ಭಾಗವಹಿಸುವ ಎಲ್ಲ ತಂಡಗಳಿಗೆ ಬಿಸಿಸಿಐ ವಿಸ್ತೃತ ಮಾರ್ಗಸೂಚಿ ಬಿಡುಗಡೆ ಮಾಡಿದೆ. ಐಪಿಎಲ್ 2026ರ ಆವೃತ್ತಿಯ ವೇಳಾಪಟ್ಟಿ ಈಗಾಗಲೇ ಪ್ರಕಟವಾಗಿದ್ದು, ತಂಡಗಳ ತರಬೇತಿ ಶಿಬಿರಗಳು ಭರದಿಂದ ಸಾಗಿವೆ. ಹೊಸ ನಿಯಮಗಳ ಅನ್ವಯ ಪ್ರತಿ ತಂಡ ಪಂದ್ಯಕ್ಕೆ ಮುನ್ನ ಅಂತಿಮ ಹನ್ನೊಂದರ ಪಟ್ಟಿಯನ್ನು ನಿಗದಿತ ಸಮಯದೊಳಗೆ ಸಲ್ಲಿಸಬೇಕು. ಆಟಗಾರರ ಫಿಟ್ನೆಸ್ ವರದಿಗಳನ್ನು ನಿಯಮಿತವಾಗಿ ಸಲ್ಲಿಸುವುದನ್ನು ಕಡ್ಡಾಯಗೊಳಿಸಲಾಗಿದೆ. ಪಂದ್ಯಾವಳಿಯ ಸಿದ್ಧತೆ ಕುರಿತು ಫ್ರಾಂಚೈಸಿಗಳ ಜತೆ ಮಂಡಳಿ ಸಭೆ ನಡೆಸಿದೆ.	[580, 1757, 771, 2026]
contact-block	[1255, 82, 1512, 117]
yellow-dot	[83, 2377, 96, 2389]
article-missile-defense	[46, 135, 565, 689]
left-trim-line	[7, 44, 8, 2380]
section-divider	[953, 541, 1512, 542]
article-headline: ಕಾರು ಪಲ್ಟಿ ಇಬ್ಬರು ಸಾವು, ಇಬ್ಬರಿಗೆ ಗಾಯ	[46, 2141, 565, 2190]
article-body-below-photo: ತಂಡಗಳ ಪ್ರಯಾಣ, ವಸತಿ ಮತ್ತು ಭದ್ರತಾ ವ್ಯವಸ್ಥೆಗಳ ಕುರಿತೂ ಮಾರ್ಗಸೂಚಿಯಲ್ಲಿ ವಿವರ ನೀಡಲಾಗಿದೆ. ಪಂದ್ಯ ನಡೆಯುವ ನಗರಗಳಲ್ಲಿ ಸ್ಥಳೀಯ ಪೊಲೀಸರ ಸಹಕಾರದೊಂದಿಗೆ ಭದ್ರತಾ ತಾಲೀಮು ನಡೆಸಲಾಗುವುದು. ಟಿಕೆಟ್ ಮಾರಾಟ ಮತ್ತು ಪ್ರೇಕ್ಷಕರ ಪ್ರವೇಶ ನಿಯಮಗಳನ್ನು ಫ್ರಾಂಚೈಸಿಗಳು ಪಾಲಿಸಬೇಕು. ಈ ಬಾರಿ ಒಟ್ಟು 74 ಪಂದ್ಯಗಳು ನಡೆಯಲಿದ್ದು, 10 ತಂಡಗಳು ಎರಡು ಗುಂಪುಗಳಲ್ಲಿ ಸ್ಪರ್ಧಿಸಲಿವೆ. ಸಂಜೆ ಪಂದ್ಯಗಳು 7-30ಕ್ಕೆ ಹಾಗೂ ಮಧ್ಯಾಹ್ನದ ಪಂದ್ಯಗಳು 3-30ಕ್ಕೆ ಆರಂಭವಾಗಲಿವೆ. ಪ್ಲೇಆಫ್ ಮತ್ತು ಫೈನಲ್ ಪಂದ್ಯದ ಸ್ಥಳವನ್ನು ಶೀಘ್ರ ಪ್ರಕಟಿಸಲಾಗುವುದು. ಆಟಗಾರರ ಹರಾಜಿನಲ್ಲಿ ದಾಖಲೆ ಮೊತ್ತಕ್ಕೆ ಬಿಕರಿಯಾದ ಯುವ ಪ್ರತಿಭೆಗಳ ಮೇಲೆ ಈ ಬಾರಿ ಎಲ್ಲರ ಚಿತ್ತ ನೆಟ್ಟಿದೆ. ಪ್ರಸಾರ ಹಕ್ಕು ಒಪ್ಪಂದದ ಅನ್ವಯ ಪ್ರತಿ ಪಂದ್ಯದ ನೇರ ಪ್ರಸಾರ ಹಲವು ಭಾಷೆಗಳಲ್ಲಿ ಲಭ್ಯವಿರಲಿದೆ. ಕ್ರೀಡಾಂಗಣಗಳ ಪಿಚ್ ಮತ್ತು ಹೊರಾಂಗಣ ಸಿದ್ಧತೆ ಪರಿಶೀಲನೆಗೆ ಬಿಸಿಸಿಐ ತಂಡ ಈಗಾಗಲೇ ಪ್ರವಾಸ ಆರಂಭಿಸಿದೆ ಎಂದು ಮೂಲಗಳು ತಿಳಿಸಿವೆ.	[781, 2012, 1134, 2227]
article-headline: ಬೆಳವಡಿ ಮಲ್ಲಮ್ಮ ಯೋಜನೆ ಕುರಿತು ಮನವಿ ಸಲ್ಲಿಕೆ	[83, 710, 528, 777]
